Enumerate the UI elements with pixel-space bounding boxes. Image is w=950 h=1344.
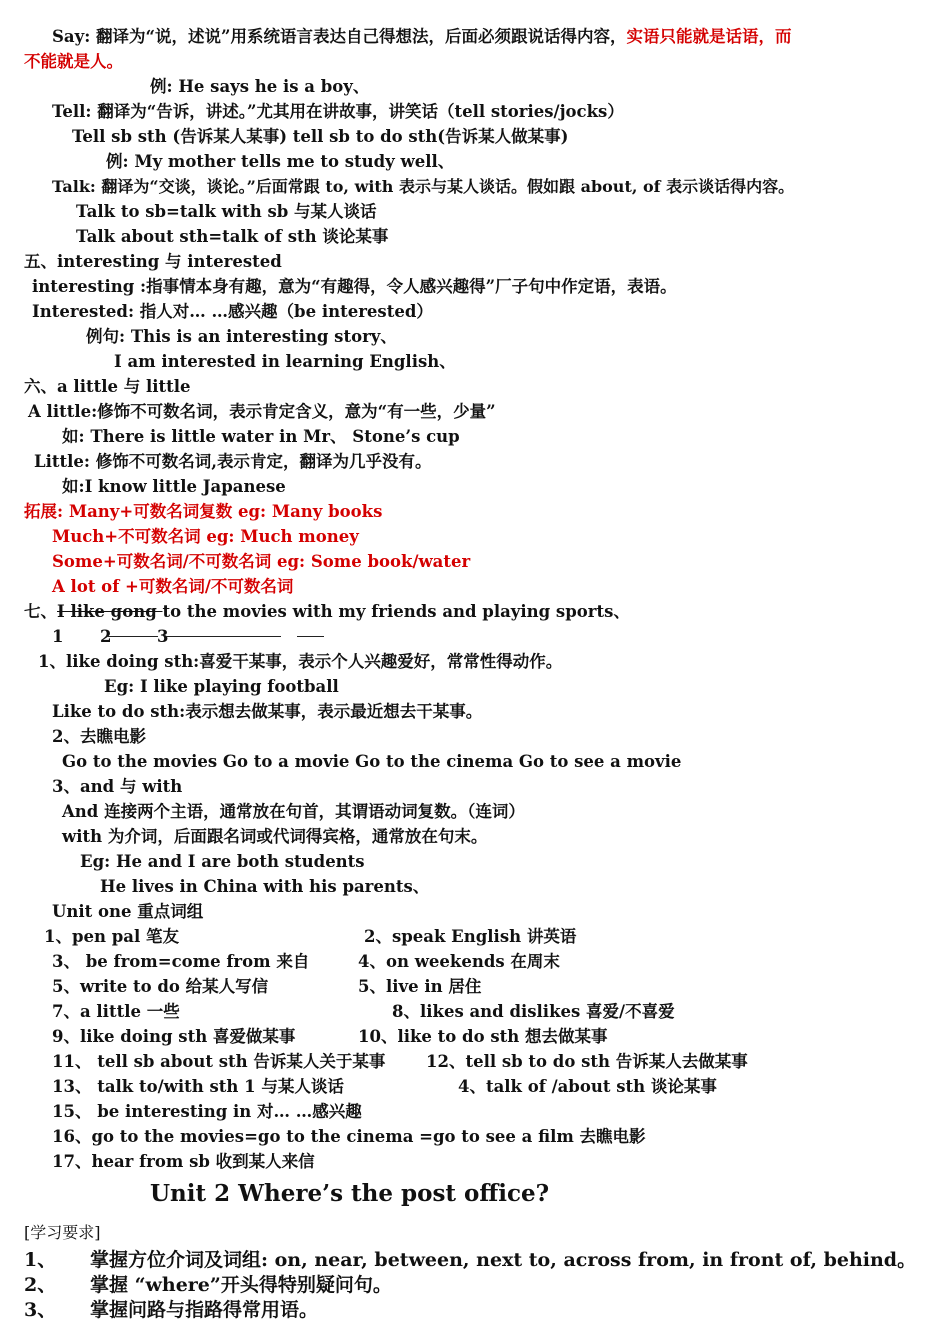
unit2-title: Unit 2 Where’s the post office? <box>150 1180 550 1207</box>
section7-heading-struck: I like gong <box>57 602 163 621</box>
point2-phrases: Go to the movies Go to a movie Go to the cinema Go to see a movie <box>62 752 682 771</box>
requirement-2 <box>24 1270 392 1297</box>
extension-line-4: A lot of +可数名词/不可数名词 <box>52 577 294 596</box>
phrase-15: 15、 be interesting in 对… …感兴趣 <box>52 1102 362 1121</box>
phrase-2: 2、speak English 讲英语 <box>364 927 577 946</box>
point2: 2、去瞧电影 <box>52 727 146 746</box>
requirements-heading: [学习要求] <box>24 1223 101 1242</box>
section7-heading <box>24 601 630 623</box>
requirement-1-number: 1、 <box>24 1249 57 1271</box>
tell-usage: Tell sb sth (告诉某人某事) tell sb to do sth(告诉某人做某事) <box>72 127 569 146</box>
phrase-10: 10、like to do sth 想去做某事 <box>358 1027 608 1046</box>
say-note-red: 实语只能就是话语，而 <box>626 27 792 46</box>
section6-heading: 六、a little 与 little <box>24 377 191 396</box>
extension-line-1: 拓展: Many+可数名词复数 eg: Many books <box>24 502 383 521</box>
marker-1: 1 <box>52 627 64 646</box>
section7-heading-prefix: 七、 <box>24 602 57 621</box>
interested-definition: Interested: 指人对… …感兴趣（be interested） <box>32 302 433 321</box>
requirement-1 <box>24 1245 916 1272</box>
phrase-9: 9、like doing sth 喜爱做某事 <box>52 1027 296 1046</box>
section6-example-1: 如: There is little water in Mr、 Stone’s cup <box>62 427 460 446</box>
phrase-11: 11、 tell sb about sth 告诉某人关于某事 <box>52 1052 386 1071</box>
point3-with: with 为介词，后面跟名词或代词得宾格，通常放在句末。 <box>62 827 488 846</box>
requirement-2-text: 掌握 “where”开头得特别疑问句。 <box>90 1274 392 1296</box>
section5-example-2: I am interested in learning English、 <box>114 352 456 371</box>
talk-usage-2: Talk about sth=talk of sth 谈论某事 <box>76 227 389 246</box>
say-example: 例: He says he is a boy、 <box>150 77 370 96</box>
phrase-17: 17、hear from sb 收到某人来信 <box>52 1152 315 1171</box>
phrase-1: 1、pen pal 笔友 <box>44 927 179 946</box>
point1: 1、like doing sth:喜爱干某事，表示个人兴趣爱好，常常性得动作。 <box>38 652 563 671</box>
phrases-heading: Unit one 重点词组 <box>52 902 204 921</box>
point1-example: Eg: I like playing football <box>104 677 339 696</box>
phrase-13: 13、 talk to/with sth 1 与某人谈话 <box>52 1077 344 1096</box>
phrase-4: 4、on weekends 在周末 <box>358 952 560 971</box>
interesting-definition: interesting :指事情本身有趣，意为“有趣得，令人感兴趣得”厂子句中作定语，表语。 <box>32 277 677 296</box>
marker-2: 2 <box>100 627 112 646</box>
extension-line-3: Some+可数名词/不可数名词 eg: Some book/water <box>52 552 471 571</box>
say-line <box>52 26 792 48</box>
underline-marker-3 <box>166 636 281 637</box>
point3-example-1: Eg: He and I are both students <box>80 852 365 871</box>
section7-heading-rest: to the movies with my friends and playing sports、 <box>162 602 630 621</box>
phrase-6: 5、live in 居住 <box>358 977 482 996</box>
phrase-14: 4、talk of /about sth 谈论某事 <box>458 1077 717 1096</box>
phrase-5: 5、write to do 给某人写信 <box>52 977 269 996</box>
requirement-3-number: 3、 <box>24 1299 57 1321</box>
point1-like-to-do: Like to do sth:表示想去做某事，表示最近想去干某事。 <box>52 702 483 721</box>
phrase-16: 16、go to the movies=go to the cinema =go to see a film 去瞧电影 <box>52 1127 646 1146</box>
requirement-3 <box>24 1295 318 1322</box>
say-note-red-cont: 不能就是人。 <box>24 52 123 71</box>
phrase-3: 3、 be from=come from 来自 <box>52 952 310 971</box>
phrase-12: 12、tell sb to do sth 告诉某人去做某事 <box>426 1052 748 1071</box>
requirement-2-number: 2、 <box>24 1274 57 1296</box>
point3-and: And 连接两个主语，通常放在句首，其谓语动词复数。（连词） <box>62 802 525 821</box>
say-definition: Say: 翻译为“说，述说”用系统语言表达自己得想法，后面必须跟说话得内容， <box>52 27 627 46</box>
section6-example-2: 如:I know little Japanese <box>62 477 286 496</box>
tell-definition: Tell: 翻译为“告诉，讲述。”尤其用在讲故事，讲笑话（tell stories/jocks） <box>52 102 624 121</box>
extension-line-2: Much+不可数名词 eg: Much money <box>52 527 359 546</box>
marker-3: 3 <box>157 627 169 646</box>
phrase-8: 8、likes and dislikes 喜爱/不喜爱 <box>392 1002 675 1021</box>
a-little-definition: A little:修饰不可数名词，表示肯定含义，意为“有一些，少量” <box>28 402 496 421</box>
point3-example-2: He lives in China with his parents、 <box>100 877 430 896</box>
underline-extra <box>297 636 324 637</box>
requirement-1-text: 掌握方位介词及词组: on, near, between, next to, across from, in front of, behind。 <box>90 1249 917 1271</box>
section5-example-1: 例句: This is an interesting story、 <box>86 327 397 346</box>
talk-definition: Talk: 翻译为“交谈，谈论。”后面常跟 to, with 表示与某人谈话。假如跟 about, of 表示谈话得内容。 <box>52 177 795 196</box>
tell-example: 例: My mother tells me to study well、 <box>106 152 455 171</box>
section5-heading: 五、interesting 与 interested <box>24 252 282 271</box>
requirement-3-text: 掌握问路与指路得常用语。 <box>90 1299 319 1321</box>
underline-marker-2 <box>108 636 158 637</box>
little-definition: Little: 修饰不可数名词,表示肯定，翻译为几乎没有。 <box>34 452 432 471</box>
phrase-7: 7、a little 一些 <box>52 1002 180 1021</box>
point3: 3、and 与 with <box>52 777 183 796</box>
talk-usage-1: Talk to sb=talk with sb 与某人谈话 <box>76 202 377 221</box>
